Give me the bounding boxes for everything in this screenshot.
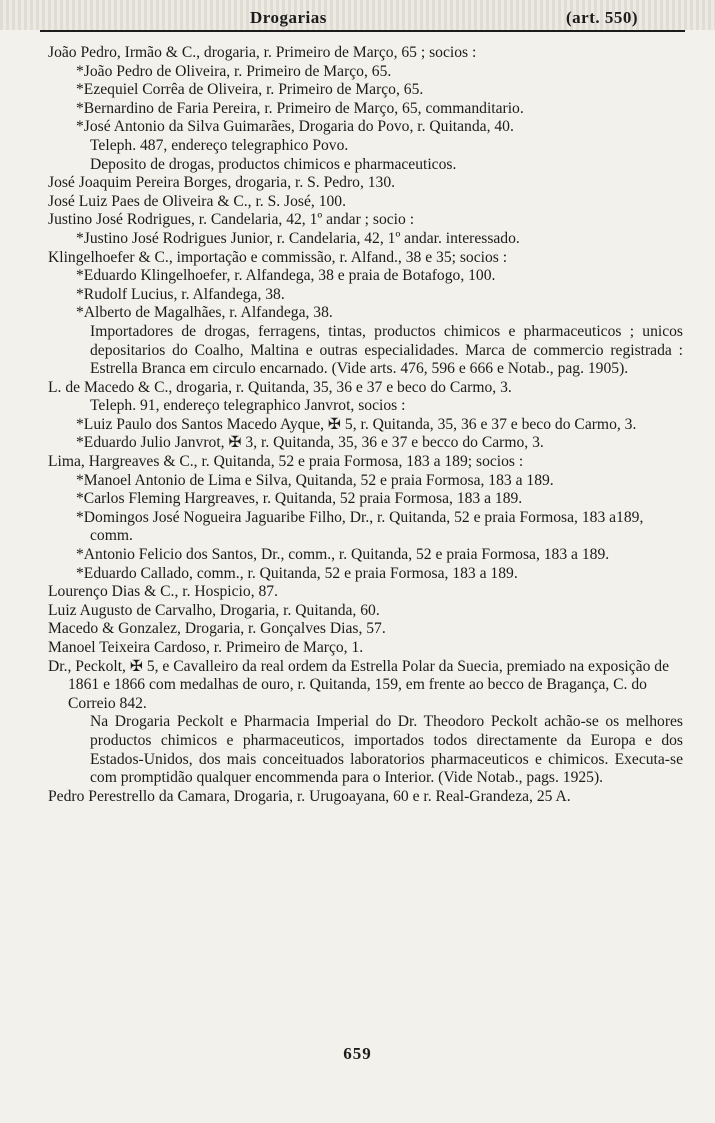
entry-note: Na Drogaria Peckolt e Pharmacia Imperial do Dr. Theodoro Peckolt achão-se os melhores productos chimicos e pharmaceuticos, importados todos directamente da Europa e dos Estados-Unidos, dos mais conceituados laboratorios pharmaceuticos e chimicos. Executa-se com promptidão qualquer encommenda para o Interior. (Vide Notab., pags. 1925). — [90, 713, 683, 787]
directory-entry: Manoel Teixeira Cardoso, r. Primeiro de Março, 1. — [48, 639, 364, 656]
directory-entry: José Luiz Paes de Oliveira & C., r. S. José, 100. — [48, 192, 346, 210]
directory-entry: Macedo & Gonzalez, Drogaria, r. Gonçalves Dias, 57. — [48, 620, 386, 638]
directory-entry: Luiz Augusto de Carvalho, Drogaria, r. Quitanda, 60. — [48, 601, 380, 619]
partner-line: *Eduardo Klingelhoefer, r. Alfandega, 38 e praia de Botafogo, 100. — [76, 267, 496, 285]
directory-entry: José Joaquim Pereira Borges, drogaria, r. S. Pedro, 130. — [48, 174, 396, 192]
partner-line: *Antonio Felicio dos Santos, Dr., comm., r. Quitanda, 52 e praia Formosa, 183 a 189. — [76, 546, 610, 564]
article-number: (art. 550) — [566, 8, 639, 27]
directory-entry: João Pedro, Irmão & C., drogaria, r. Primeiro de Março, 65 ; socios : — [48, 44, 477, 61]
entry-note: Teleph. 487, endereço telegraphico Povo. — [90, 136, 349, 154]
directory-entry: Justino José Rodrigues, r. Candelaria, 42, 1º andar ; socio : — [48, 211, 415, 229]
directory-entry: Dr., Peckolt, ✠ 5, e Cavalleiro da real ordem da Estrella Polar da Suecia, premiado na exposição de 1861 e 1866 com medalhas de ouro, r. Quitanda, 159, em frente ao becco de Bragança, C. do Correio 842. — [48, 657, 670, 712]
directory-entry: L. de Macedo & C., drogaria, r. Quitanda, 35, 36 e 37 e beco do Carmo, 3. — [48, 378, 512, 396]
partner-line: *Rudolf Lucius, r. Alfandega, 38. — [76, 285, 285, 303]
partner-line: *Manoel Antonio de Lima e Silva, Quitanda, 52 e praia Formosa, 183 a 189. — [76, 471, 554, 489]
directory-entry: Lima, Hargreaves & C., r. Quitanda, 52 e praia Formosa, 183 a 189; socios : — [48, 453, 524, 471]
partner-line: *Alberto de Magalhães, r. Alfandega, 38. — [76, 304, 333, 322]
header-rule — [40, 30, 685, 32]
directory-entry: Klingelhoefer & C., importação e commissão, r. Alfand., 38 e 35; socios : — [48, 248, 508, 266]
section-title: Drogarias — [250, 8, 327, 27]
partner-line: *José Antonio da Silva Guimarães, Drogaria do Povo, r. Quitanda, 40. — [76, 118, 514, 136]
partner-line: *Ezequiel Corrêa de Oliveira, r. Primeiro de Março, 65. — [76, 81, 424, 99]
partner-line: *Eduardo Callado, comm., r. Quitanda, 52 e praia Formosa, 183 a 189. — [76, 564, 518, 582]
partner-line: *João Pedro de Oliveira, r. Primeiro de Março, 65. — [76, 62, 392, 80]
partner-line: *Eduardo Julio Janvrot, ✠ 3, r. Quitanda, 35, 36 e 37 e becco do Carmo, 3. — [76, 434, 544, 452]
partner-line: *Justino José Rodrigues Junior, r. Candelaria, 42, 1º andar. interessado. — [76, 229, 520, 247]
running-header — [0, 6, 715, 30]
entry-note: Importadores de drogas, ferragens, tintas, productos chimicos e pharmaceuticos ; unicos depositarios do Coalho, Maltina e outras especialidades. Marca de commercio registrada : Estrella Branca em circulo encarnado. (Vide arts. 476, 596 e 666 e Notab., pag. 1905). — [90, 322, 683, 378]
directory-listing — [0, 44, 715, 806]
directory-entry: Pedro Perestrello da Camara, Drogaria, r. Urugoayana, 60 e r. Real-Grandeza, 25 A. — [48, 787, 571, 805]
page-number: 659 — [343, 1044, 372, 1063]
partner-line: *Luiz Paulo dos Santos Macedo Ayque, ✠ 5, r. Quitanda, 35, 36 e 37 e beco do Carmo, 3. — [76, 415, 637, 433]
entry-note: Teleph. 91, endereço telegraphico Janvrot, socios : — [90, 397, 406, 415]
entry-note: Deposito de drogas, productos chimicos e pharmaceuticos. — [90, 155, 457, 173]
directory-entry: Lourenço Dias & C., r. Hospicio, 87. — [48, 583, 278, 601]
partner-line: *Domingos José Nogueira Jaguaribe Filho, Dr., r. Quitanda, 52 e praia Formosa, 183 a189, comm. — [76, 508, 644, 545]
partner-line: *Carlos Fleming Hargreaves, r. Quitanda, 52 praia Formosa, 183 a 189. — [76, 490, 523, 508]
partner-line: *Bernardino de Faria Pereira, r. Primeiro de Março, 65, commanditario. — [76, 99, 524, 117]
